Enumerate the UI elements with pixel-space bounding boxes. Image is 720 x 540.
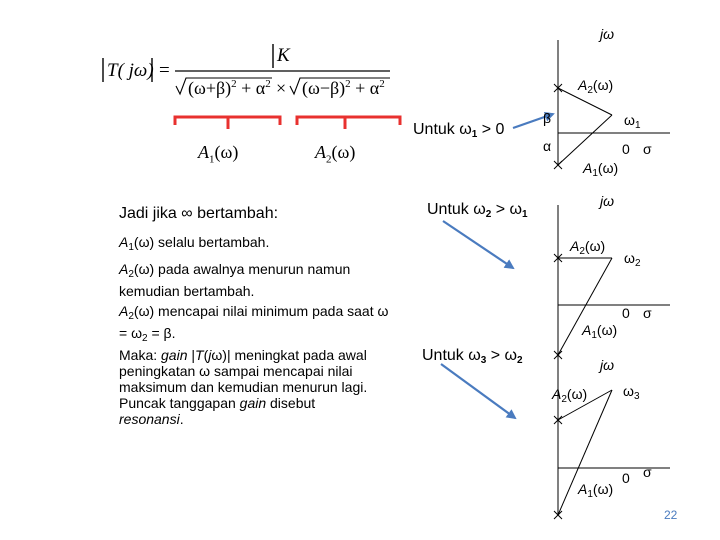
explanation-heading: Jadi jika ∞ bertambah: <box>119 205 279 222</box>
d2-sigma-label: σ <box>643 305 652 321</box>
d3-zero-label: 0 <box>622 470 630 486</box>
case-3-heading: Untuk $\omega_3 > \omega_2$ <box>422 347 523 366</box>
explanation-p1: $A_1(\omega)$ selalu bertambah. <box>119 234 270 253</box>
case-1-heading: Untuk $\omega_1 > 0$ <box>413 121 505 140</box>
pole-diagram-1 <box>554 40 670 169</box>
bracket-a2 <box>297 117 400 125</box>
d2-a1-label: $A_1(\omega)$ <box>582 322 618 341</box>
d2-a2-label: $A_2(\omega)$ <box>570 238 606 257</box>
formula-times: × <box>276 78 287 98</box>
explanation-p2: $A_2(\omega)$ pada awalnya menurun namun kemudian bertambah. <box>119 261 351 299</box>
arrow-case-2 <box>443 221 513 268</box>
blue-arrows <box>441 114 553 418</box>
d1-a1-label: $A_1(\omega)$ <box>583 160 619 179</box>
formula-denominator-1: $(\omega+\beta)^2 + \alpha^2$ <box>188 78 271 98</box>
d3-jw-label: jω <box>600 357 615 373</box>
red-brackets <box>175 117 400 129</box>
d3-sigma-label: σ <box>643 464 652 480</box>
d1-a1-line <box>558 115 612 165</box>
d2-jw-label: jω <box>600 193 615 209</box>
case-2-heading: Untuk $\omega_2 > \omega_1$ <box>427 201 528 220</box>
d3-a2-label: $A_2(\omega)$ <box>552 386 588 405</box>
d1-zero-label: 0 <box>622 141 630 157</box>
d3-omega-label: $\omega_3$ <box>623 383 640 402</box>
formula-lhs: T( jω) <box>107 60 154 81</box>
formula-denominator-2: $(\omega-\beta)^2 + \alpha^2$ <box>302 78 385 98</box>
d1-alpha-label: α <box>543 138 552 154</box>
d1-jw-label: jω <box>600 26 615 42</box>
d1-beta-label: β <box>543 110 552 126</box>
arrow-case-3 <box>441 364 515 418</box>
d2-omega-label: $\omega_2$ <box>624 250 641 269</box>
explanation-p4: Maka: gain |T(jω)| meningkat pada awal peningkatan ω sampai mencapai nilai maksimum dan kemudian menurun lagi. Puncak tanggapan gain disebut resonansi. <box>119 347 368 427</box>
d2-zero-label: 0 <box>622 305 630 321</box>
d1-sigma-label: σ <box>643 141 652 157</box>
bracket-label-a2: $A_2(\omega)$ <box>315 142 356 166</box>
d3-a1-label: $A_1(\omega)$ <box>578 481 614 500</box>
d1-a2-label: $A_2(\omega)$ <box>578 77 614 96</box>
d1-omega-label: $\omega_1$ <box>624 112 641 131</box>
bracket-label-a1: $A_1(\omega)$ <box>198 142 239 166</box>
formula-equals: = <box>159 60 170 81</box>
page-number: 22 <box>664 508 678 522</box>
explanation-p3: $A_2(\omega)$ mencapai nilai minimum pada saat $\omega = \omega_2 = \beta$. <box>119 303 389 344</box>
formula-numerator: K <box>277 45 290 66</box>
